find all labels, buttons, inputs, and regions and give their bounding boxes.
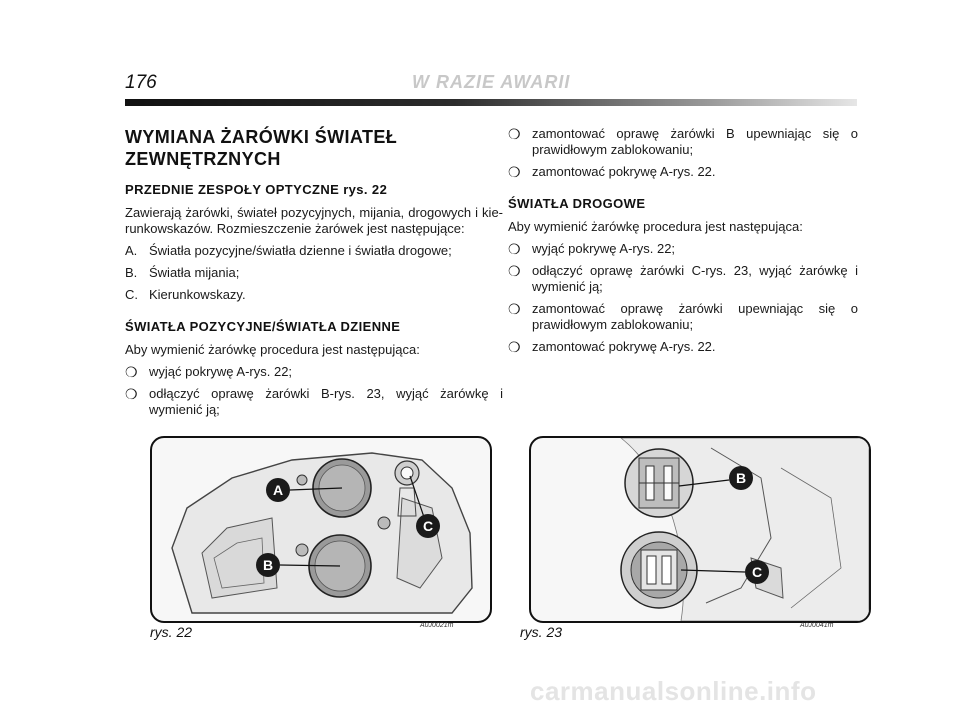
- bullet-item: [508, 241, 858, 257]
- figure-code: A0J0041m: [800, 622, 834, 629]
- bullet-text: zamontować pokrywę A-rys. 22.: [532, 339, 716, 354]
- figure-headlamp-rear: [150, 436, 492, 623]
- bullet-icon: ❍: [508, 339, 521, 355]
- figure-label: C: [422, 518, 434, 534]
- list-item: [125, 287, 503, 303]
- watermark: carmanualsonline.info: [530, 676, 817, 706]
- subheading-front-optics: PRZEDNIE ZESPOŁY OPTYCZNE rys. 22: [125, 182, 388, 197]
- bullet-text: zamontować pokrywę A-rys. 22.: [532, 164, 716, 179]
- bullet-item: [125, 364, 503, 380]
- intro-paragraph: Zawierają żarówki, świateł pozycyjnych, mijania, drogowych i kie-runkowskazów. Rozmieszczenie żarówek jest następujące:: [125, 205, 503, 236]
- header-rule: [125, 99, 857, 106]
- bullet-icon: ❍: [508, 263, 521, 279]
- figure-caption: rys. 22: [150, 624, 193, 640]
- bullet-item: [508, 263, 858, 295]
- figure-label: B: [262, 557, 274, 573]
- section-title: W RAZIE AWARII: [412, 72, 571, 92]
- right-column: [508, 126, 858, 361]
- page-number: 176: [125, 72, 157, 93]
- left-column: [125, 126, 503, 424]
- list-marker: A.: [125, 243, 138, 258]
- bullet-text: zamontować oprawę żarówki B upewniając się o prawidłowym zablokowaniu;: [532, 126, 858, 157]
- subheading-high-beam: ŚWIATŁA DROGOWE: [508, 196, 646, 211]
- figure-caption: rys. 23: [520, 624, 563, 640]
- main-title: WYMIANA ŻARÓWKI ŚWIATEŁ ZEWNĘTRZNYCH: [125, 127, 398, 169]
- figure-bulb-holders: [529, 436, 871, 623]
- bullet-icon: ❍: [508, 301, 521, 317]
- list-item: [125, 243, 503, 259]
- bullet-item: [508, 339, 858, 355]
- list-item-text: Kierunkowskazy.: [149, 287, 246, 302]
- bullet-item: [125, 386, 503, 418]
- list-marker: C.: [125, 287, 138, 302]
- bullet-icon: ❍: [508, 241, 521, 257]
- list-item-text: Światła mijania;: [149, 265, 240, 280]
- bullet-icon: ❍: [125, 386, 138, 402]
- headlamp-illustration: [152, 438, 490, 621]
- bullet-text: odłączyć oprawę żarówki C-rys. 23, wyjąć żarówkę i wymienić ją;: [532, 263, 858, 294]
- list-item-text: Światła pozycyjne/światła dzienne i światła drogowe;: [149, 243, 452, 258]
- figure-code: A0J0021m: [420, 622, 454, 629]
- bullet-item: [508, 126, 858, 158]
- figure-label: B: [735, 470, 747, 486]
- procedure-intro: Aby wymienić żarówkę procedura jest następująca:: [125, 342, 420, 357]
- bullet-text: wyjąć pokrywę A-rys. 22;: [532, 241, 676, 256]
- figure-label: C: [751, 564, 763, 580]
- bulb-holder-illustration: [531, 438, 869, 621]
- bullet-icon: ❍: [508, 164, 521, 180]
- subheading-position-lights: ŚWIATŁA POZYCYJNE/ŚWIATŁA DZIENNE: [125, 319, 401, 334]
- procedure-intro: Aby wymienić żarówkę procedura jest następująca:: [508, 219, 803, 234]
- list-marker: B.: [125, 265, 138, 280]
- bullet-item: [508, 301, 858, 333]
- bullet-icon: ❍: [508, 126, 521, 142]
- figure-label: A: [272, 482, 284, 498]
- bullet-text: odłączyć oprawę żarówki B-rys. 23, wyjąć żarówkę i wymienić ją;: [149, 386, 503, 417]
- list-item: [125, 265, 503, 281]
- bullet-icon: ❍: [125, 364, 138, 380]
- bullet-text: zamontować oprawę żarówki upewniając się o prawidłowym zablokowaniu;: [532, 301, 858, 332]
- bullet-item: [508, 164, 858, 180]
- bullet-text: wyjąć pokrywę A-rys. 22;: [149, 364, 293, 379]
